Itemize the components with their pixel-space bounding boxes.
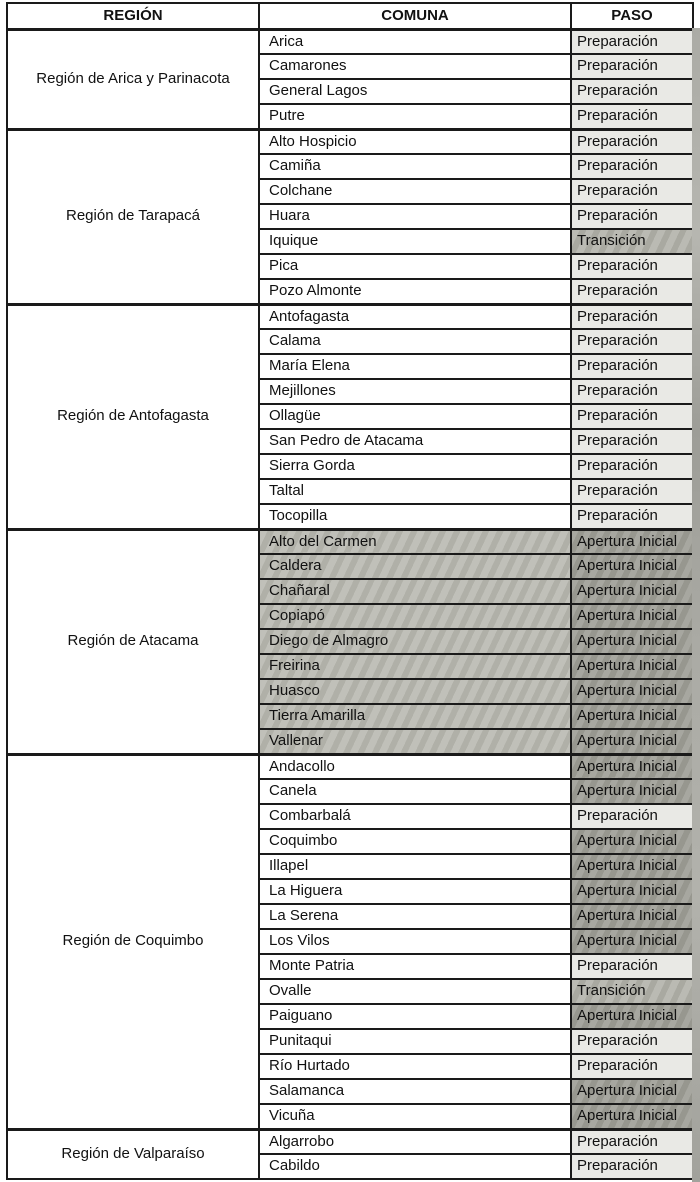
comuna-cell: Vicuña bbox=[259, 1104, 571, 1129]
comuna-cell: Salamanca bbox=[259, 1079, 571, 1104]
comuna-cell: Río Hurtado bbox=[259, 1054, 571, 1079]
paso-column-header: PASO bbox=[571, 3, 693, 29]
paso-cell: Preparación bbox=[571, 79, 693, 104]
comuna-cell: Huasco bbox=[259, 679, 571, 704]
comuna-cell: Tierra Amarilla bbox=[259, 704, 571, 729]
paso-cell: Preparación bbox=[571, 1154, 693, 1179]
comuna-cell: Illapel bbox=[259, 854, 571, 879]
table-row bbox=[7, 529, 693, 554]
comuna-cell: Combarbalá bbox=[259, 804, 571, 829]
paso-cell: Apertura Inicial bbox=[571, 629, 693, 654]
paso-cell: Preparación bbox=[571, 454, 693, 479]
scan-edge-artifact bbox=[692, 28, 700, 1182]
region-cell: Región de Arica y Parinacota bbox=[7, 29, 259, 129]
paso-cell: Preparación bbox=[571, 379, 693, 404]
comuna-column-header: COMUNA bbox=[259, 3, 571, 29]
comuna-cell: La Higuera bbox=[259, 879, 571, 904]
paso-cell: Apertura Inicial bbox=[571, 754, 693, 779]
comuna-cell: Monte Patria bbox=[259, 954, 571, 979]
paso-cell: Transición bbox=[571, 979, 693, 1004]
comuna-cell: General Lagos bbox=[259, 79, 571, 104]
comuna-cell: Pozo Almonte bbox=[259, 279, 571, 304]
comuna-cell: Caldera bbox=[259, 554, 571, 579]
paso-cell: Preparación bbox=[571, 804, 693, 829]
paso-cell: Preparación bbox=[571, 154, 693, 179]
comuna-cell: Andacollo bbox=[259, 754, 571, 779]
comuna-cell: Camiña bbox=[259, 154, 571, 179]
table-body bbox=[7, 29, 693, 1179]
comuna-cell: Colchane bbox=[259, 179, 571, 204]
paso-cell: Preparación bbox=[571, 129, 693, 154]
comuna-cell: Antofagasta bbox=[259, 304, 571, 329]
region-cell: Región de Coquimbo bbox=[7, 754, 259, 1129]
paso-cell: Apertura Inicial bbox=[571, 829, 693, 854]
paso-cell: Preparación bbox=[571, 1029, 693, 1054]
paso-cell: Apertura Inicial bbox=[571, 654, 693, 679]
comuna-cell: La Serena bbox=[259, 904, 571, 929]
paso-cell: Apertura Inicial bbox=[571, 929, 693, 954]
paso-cell: Preparación bbox=[571, 1054, 693, 1079]
paso-cell: Preparación bbox=[571, 354, 693, 379]
header-row bbox=[7, 3, 693, 29]
paso-cell: Apertura Inicial bbox=[571, 679, 693, 704]
comuna-cell: Putre bbox=[259, 104, 571, 129]
paso-cell: Apertura Inicial bbox=[571, 729, 693, 754]
comuna-cell: Algarrobo bbox=[259, 1129, 571, 1154]
paso-cell: Preparación bbox=[571, 504, 693, 529]
paso-cell: Apertura Inicial bbox=[571, 704, 693, 729]
paso-cell: Apertura Inicial bbox=[571, 579, 693, 604]
paso-cell: Apertura Inicial bbox=[571, 1004, 693, 1029]
paso-cell: Preparación bbox=[571, 429, 693, 454]
comuna-cell: Huara bbox=[259, 204, 571, 229]
comuna-cell: Pica bbox=[259, 254, 571, 279]
paso-cell: Preparación bbox=[571, 1129, 693, 1154]
paso-cell: Apertura Inicial bbox=[571, 779, 693, 804]
paso-cell: Apertura Inicial bbox=[571, 854, 693, 879]
paso-cell: Apertura Inicial bbox=[571, 1079, 693, 1104]
paso-cell: Preparación bbox=[571, 54, 693, 79]
comuna-cell: Paiguano bbox=[259, 1004, 571, 1029]
paso-cell: Apertura Inicial bbox=[571, 529, 693, 554]
table-row bbox=[7, 29, 693, 54]
comuna-cell: San Pedro de Atacama bbox=[259, 429, 571, 454]
comuna-cell: María Elena bbox=[259, 354, 571, 379]
paso-cell: Preparación bbox=[571, 954, 693, 979]
region-column-header: REGIÓN bbox=[7, 3, 259, 29]
comuna-cell: Chañaral bbox=[259, 579, 571, 604]
region-cell: Región de Tarapacá bbox=[7, 129, 259, 304]
comuna-cell: Diego de Almagro bbox=[259, 629, 571, 654]
comuna-cell: Mejillones bbox=[259, 379, 571, 404]
paso-cell: Preparación bbox=[571, 404, 693, 429]
table-row bbox=[7, 304, 693, 329]
paso-cell: Transición bbox=[571, 229, 693, 254]
comuna-cell: Punitaqui bbox=[259, 1029, 571, 1054]
comuna-cell: Coquimbo bbox=[259, 829, 571, 854]
paso-cell: Preparación bbox=[571, 254, 693, 279]
paso-cell: Apertura Inicial bbox=[571, 879, 693, 904]
paso-cell: Preparación bbox=[571, 104, 693, 129]
paso-cell: Preparación bbox=[571, 279, 693, 304]
comuna-cell: Camarones bbox=[259, 54, 571, 79]
comuna-cell: Canela bbox=[259, 779, 571, 804]
comuna-cell: Cabildo bbox=[259, 1154, 571, 1179]
comuna-cell: Copiapó bbox=[259, 604, 571, 629]
paso-cell: Preparación bbox=[571, 304, 693, 329]
comuna-cell: Freirina bbox=[259, 654, 571, 679]
table-row bbox=[7, 1129, 693, 1154]
table-row bbox=[7, 129, 693, 154]
comuna-cell: Calama bbox=[259, 329, 571, 354]
paso-cell: Apertura Inicial bbox=[571, 1104, 693, 1129]
comuna-cell: Sierra Gorda bbox=[259, 454, 571, 479]
comuna-cell: Iquique bbox=[259, 229, 571, 254]
paso-cell: Apertura Inicial bbox=[571, 554, 693, 579]
paso-cell: Preparación bbox=[571, 179, 693, 204]
comuna-cell: Alto Hospicio bbox=[259, 129, 571, 154]
comuna-cell: Ovalle bbox=[259, 979, 571, 1004]
table-row bbox=[7, 754, 693, 779]
comuna-cell: Taltal bbox=[259, 479, 571, 504]
region-cell: Región de Atacama bbox=[7, 529, 259, 754]
comuna-cell: Vallenar bbox=[259, 729, 571, 754]
comuna-cell: Arica bbox=[259, 29, 571, 54]
region-cell: Región de Valparaíso bbox=[7, 1129, 259, 1179]
paso-cell: Preparación bbox=[571, 29, 693, 54]
paso-cell: Apertura Inicial bbox=[571, 604, 693, 629]
region-cell: Región de Antofagasta bbox=[7, 304, 259, 529]
paso-cell: Apertura Inicial bbox=[571, 904, 693, 929]
paso-cell: Preparación bbox=[571, 479, 693, 504]
paso-cell: Preparación bbox=[571, 329, 693, 354]
comuna-cell: Tocopilla bbox=[259, 504, 571, 529]
comuna-cell: Ollagüe bbox=[259, 404, 571, 429]
comuna-cell: Los Vilos bbox=[259, 929, 571, 954]
paso-a-paso-table bbox=[6, 2, 694, 1180]
comuna-cell: Alto del Carmen bbox=[259, 529, 571, 554]
table-header bbox=[7, 3, 693, 29]
paso-cell: Preparación bbox=[571, 204, 693, 229]
